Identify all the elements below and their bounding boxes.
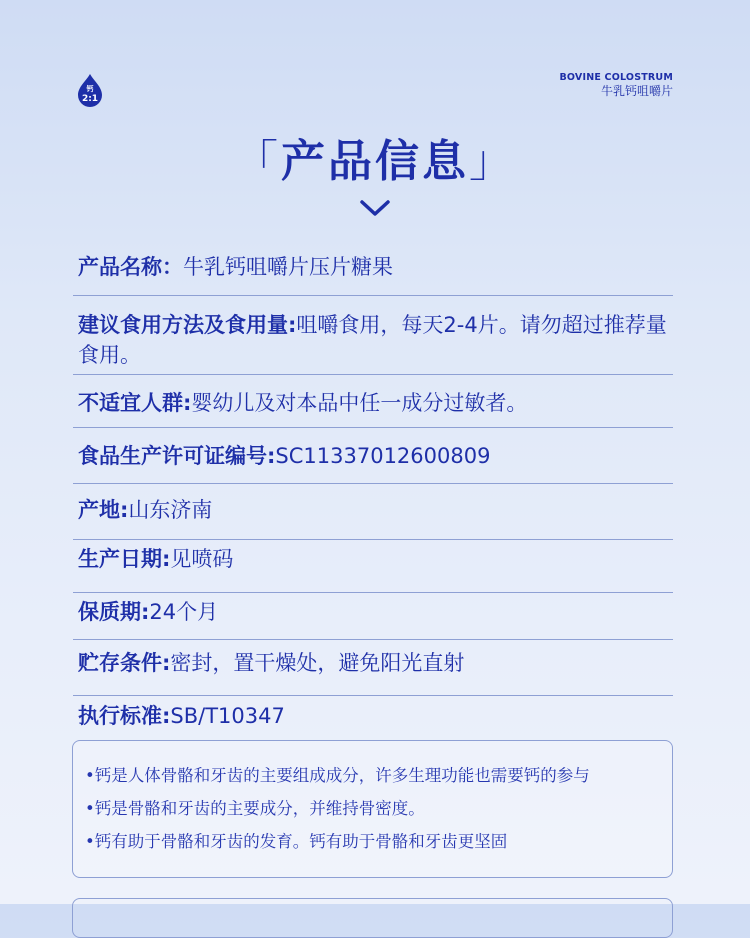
brand-logo-icon — [76, 73, 104, 107]
info-value: 咀嚼食用，每天2-4片。请勿超过推荐量食用。 — [78, 313, 667, 367]
info-row-name — [73, 244, 673, 296]
info-label: 建议食用方法及食用量: — [78, 313, 297, 337]
info-row-license — [73, 428, 673, 484]
brand-english: BOVINE COLOSTRUM — [559, 72, 673, 83]
info-label: 贮存条件: — [78, 651, 171, 675]
info-value: 密封，置干燥处，避免阳光直射 — [170, 651, 465, 675]
info-row-production-date — [73, 540, 673, 593]
info-row-origin — [73, 484, 673, 540]
title-text: 产品信息 — [281, 136, 469, 187]
info-value: 婴幼儿及对本品中任一成分过敏者。 — [191, 391, 528, 415]
info-label: 产地: — [78, 498, 129, 522]
info-label: 食品生产许可证编号: — [78, 444, 276, 468]
info-row-shelf-life — [73, 593, 673, 640]
info-value: SB/T10347 — [170, 704, 285, 728]
info-value: SC11337012600809 — [275, 444, 491, 468]
title-wrap — [0, 132, 750, 192]
note-item: •钙是人体骨骼和牙齿的主要组成成分，许多生理功能也需要钙的参与 — [85, 766, 590, 785]
brand-block — [559, 71, 673, 99]
info-row-storage — [73, 640, 673, 696]
chevron-down-icon — [359, 199, 391, 217]
info-row-standard — [73, 696, 673, 736]
brand-chinese: 牛乳钙咀嚼片 — [600, 84, 673, 98]
notes-box — [72, 740, 673, 878]
info-label: 执行标准: — [78, 704, 171, 728]
info-label: 保质期: — [78, 600, 150, 624]
next-section-box — [72, 898, 673, 938]
note-item: •钙有助于骨骼和牙齿的发育。钙有助于骨骼和牙齿更坚固 — [85, 832, 508, 851]
info-value: 牛乳钙咀嚼片压片糖果 — [183, 255, 393, 279]
info-label: 生产日期: — [78, 547, 171, 571]
page-title — [234, 132, 516, 192]
note-item: •钙是骨骼和牙齿的主要成分，并维持骨密度。 — [85, 799, 425, 818]
info-label: 产品名称： — [78, 255, 183, 279]
left-bracket: 「 — [234, 136, 281, 187]
info-value: 24个月 — [149, 600, 219, 624]
logo-top-text: 钙 — [86, 85, 94, 93]
info-row-unsuitable — [73, 375, 673, 428]
right-bracket: 」 — [469, 136, 516, 187]
logo-bottom-text: 2:1 — [81, 94, 99, 104]
info-row-usage — [73, 296, 673, 375]
info-label: 不适宜人群: — [78, 391, 192, 415]
info-value: 山东济南 — [128, 498, 213, 522]
info-value: 见喷码 — [170, 547, 234, 571]
product-info-list — [73, 244, 673, 736]
